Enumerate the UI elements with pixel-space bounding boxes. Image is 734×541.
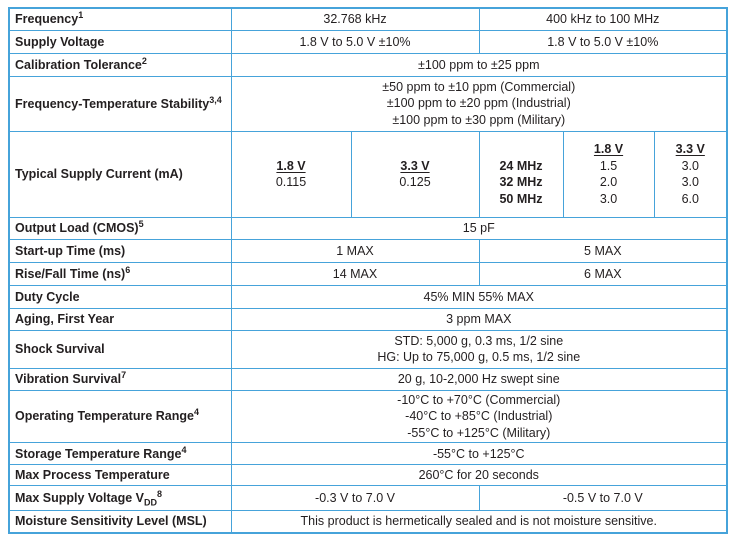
max-supply-voltage-label-cell bbox=[9, 486, 231, 511]
supply-current-high-3v3-cell bbox=[654, 131, 727, 217]
row-shock-survival bbox=[9, 330, 727, 368]
row-supply-current bbox=[9, 131, 727, 217]
freq-temp-stability-label-cell bbox=[9, 76, 231, 131]
shock-survival-label-cell bbox=[9, 330, 231, 368]
supply-current-low-3v3-header: 3.3 V bbox=[400, 158, 430, 173]
supply-current-high-1v8-header: 1.8 V bbox=[593, 142, 624, 156]
freq-label-32mhz: 32 MHz bbox=[499, 175, 543, 189]
calibration-tolerance-label-cell bbox=[9, 53, 231, 76]
storage-temp-label: Storage Temperature Range bbox=[15, 446, 182, 461]
supply-current-low-3v3-value: 0.125 bbox=[399, 175, 431, 189]
duty-cycle-label: Duty Cycle bbox=[15, 289, 80, 304]
aging-value: 3 ppm MAX bbox=[231, 308, 727, 330]
frequency-value-high: 400 kHz to 100 MHz bbox=[479, 8, 727, 30]
output-load-footnote: 5 bbox=[138, 218, 144, 229]
startup-time-label: Start-up Time (ms) bbox=[15, 243, 126, 258]
rise-fall-time-value-low: 14 MAX bbox=[231, 262, 479, 285]
startup-time-value-low: 1 MAX bbox=[231, 239, 479, 262]
output-load-value: 15 pF bbox=[231, 217, 727, 239]
max-process-temp-label: Max Process Temperature bbox=[15, 468, 170, 482]
supply-current-high-1v8-cell bbox=[563, 131, 654, 217]
storage-temp-footnote: 4 bbox=[181, 444, 187, 455]
freq-label-24mhz: 24 MHz bbox=[499, 158, 543, 173]
supply-current-label: Typical Supply Current (mA) bbox=[15, 167, 183, 181]
output-load-label: Output Load (CMOS) bbox=[15, 221, 139, 235]
frequency-value-low: 32.768 kHz bbox=[231, 8, 479, 30]
output-load-label-cell bbox=[9, 217, 231, 239]
rise-fall-time-footnote: 6 bbox=[125, 264, 131, 275]
row-startup-time bbox=[9, 239, 727, 262]
duty-cycle-label-cell bbox=[9, 285, 231, 308]
row-max-supply-voltage bbox=[9, 486, 727, 511]
calibration-tolerance-value: ±100 ppm to ±25 ppm bbox=[231, 53, 727, 76]
supply-voltage-value-low: 1.8 V to 5.0 V ±10% bbox=[231, 30, 479, 53]
row-aging bbox=[9, 308, 727, 330]
vibration-survival-label-cell bbox=[9, 368, 231, 390]
row-msl bbox=[9, 511, 727, 533]
supply-voltage-label: Supply Voltage bbox=[15, 34, 105, 49]
rise-fall-time-value-high: 6 MAX bbox=[479, 262, 727, 285]
frequency-label-cell bbox=[9, 8, 231, 30]
frequency-label: Frequency bbox=[15, 12, 79, 27]
row-storage-temp bbox=[9, 443, 727, 465]
startup-time-value-high: 5 MAX bbox=[479, 239, 727, 262]
supply-current-low-1v8-cell bbox=[231, 131, 351, 217]
stability-line-military: ±100 ppm to ±30 ppm (Military) bbox=[392, 112, 566, 127]
operating-line-military: -55°C to +125°C (Military) bbox=[407, 425, 551, 440]
max-process-temp-value: 260°C for 20 seconds bbox=[231, 465, 727, 486]
duty-cycle-value: 45% MIN 55% MAX bbox=[231, 285, 727, 308]
shock-line-std: STD: 5,000 g, 0.3 ms, 1/2 sine bbox=[394, 333, 564, 348]
row-max-process-temp bbox=[9, 465, 727, 486]
supply-voltage-label-cell bbox=[9, 30, 231, 53]
msl-label-cell bbox=[9, 511, 231, 533]
vibration-survival-value: 20 g, 10-2,000 Hz swept sine bbox=[231, 368, 727, 390]
operating-temp-label-cell bbox=[9, 390, 231, 443]
rise-fall-time-label-cell bbox=[9, 262, 231, 285]
vibration-survival-label: Vibration Survival bbox=[15, 372, 122, 386]
aging-label-cell bbox=[9, 308, 231, 330]
supply-current-label-cell bbox=[9, 131, 231, 217]
storage-temp-value: -55°C to +125°C bbox=[231, 443, 727, 465]
supply-current-low-1v8-value: 0.115 bbox=[275, 175, 307, 189]
supply-current-high-1v8-value-1: 1.5 bbox=[599, 158, 618, 173]
row-output-load bbox=[9, 217, 727, 239]
row-vibration-survival bbox=[9, 368, 727, 390]
supply-current-high-1v8-value-3: 3.0 bbox=[599, 191, 618, 206]
shock-survival-label: Shock Survival bbox=[15, 342, 105, 356]
calibration-tolerance-footnote: 2 bbox=[141, 55, 147, 66]
row-supply-voltage bbox=[9, 30, 727, 53]
operating-temp-footnote: 4 bbox=[193, 407, 199, 418]
supply-current-high-1v8-value-2: 2.0 bbox=[599, 175, 618, 189]
freq-temp-stability-footnote: 3,4 bbox=[209, 94, 222, 105]
vibration-survival-footnote: 7 bbox=[121, 369, 127, 380]
storage-temp-label-cell bbox=[9, 443, 231, 465]
row-freq-temp-stability bbox=[9, 76, 727, 131]
aging-label: Aging, First Year bbox=[15, 312, 115, 326]
supply-current-high-3v3-value-2: 3.0 bbox=[681, 175, 699, 189]
supply-current-low-3v3-cell bbox=[351, 131, 479, 217]
freq-temp-stability-label: Frequency-Temperature Stability bbox=[15, 96, 210, 111]
row-operating-temp bbox=[9, 390, 727, 443]
row-rise-fall-time bbox=[9, 262, 727, 285]
row-frequency bbox=[9, 8, 727, 30]
supply-current-high-3v3-value-3: 6.0 bbox=[681, 191, 699, 206]
max-supply-voltage-value-low: -0.3 V to 7.0 V bbox=[231, 486, 479, 511]
max-supply-voltage-footnote: 8 bbox=[156, 488, 162, 499]
max-process-temp-label-cell bbox=[9, 465, 231, 486]
supply-current-high-3v3-value-1: 3.0 bbox=[681, 158, 699, 173]
operating-line-industrial: -40°C to +85°C (Industrial) bbox=[405, 409, 553, 423]
msl-label: Moisture Sensitivity Level (MSL) bbox=[15, 514, 207, 529]
supply-current-freq-cell bbox=[479, 131, 563, 217]
shock-survival-value bbox=[231, 330, 727, 368]
calibration-tolerance-label: Calibration Tolerance bbox=[15, 57, 142, 72]
spacer bbox=[482, 141, 561, 158]
row-calibration-tolerance bbox=[9, 53, 727, 76]
msl-value: This product is hermetically sealed and is not moisture sensitive. bbox=[231, 511, 727, 533]
frequency-footnote: 1 bbox=[78, 10, 84, 21]
operating-temp-value bbox=[231, 390, 727, 443]
freq-temp-stability-value bbox=[231, 76, 727, 131]
max-supply-voltage-subscript: DD bbox=[143, 497, 157, 508]
row-duty-cycle bbox=[9, 285, 727, 308]
stability-line-industrial: ±100 ppm to ±20 ppm (Industrial) bbox=[386, 96, 571, 111]
startup-time-label-cell bbox=[9, 239, 231, 262]
max-supply-voltage-label: Max Supply Voltage V bbox=[15, 491, 144, 505]
spec-table bbox=[8, 7, 728, 534]
operating-temp-label: Operating Temperature Range bbox=[15, 409, 194, 424]
supply-voltage-value-high: 1.8 V to 5.0 V ±10% bbox=[479, 30, 727, 53]
supply-current-low-1v8-header: 1.8 V bbox=[276, 158, 306, 173]
supply-current-high-3v3-header: 3.3 V bbox=[675, 142, 705, 156]
stability-line-commercial: ±50 ppm to ±10 ppm (Commercial) bbox=[382, 79, 576, 94]
rise-fall-time-label: Rise/Fall Time (ns) bbox=[15, 266, 126, 281]
operating-line-commercial: -10°C to +70°C (Commercial) bbox=[397, 392, 561, 407]
freq-label-50mhz: 50 MHz bbox=[499, 191, 543, 206]
max-supply-voltage-value-high: -0.5 V to 7.0 V bbox=[479, 486, 727, 511]
shock-line-hg: HG: Up to 75,000 g, 0.5 ms, 1/2 sine bbox=[377, 350, 581, 364]
